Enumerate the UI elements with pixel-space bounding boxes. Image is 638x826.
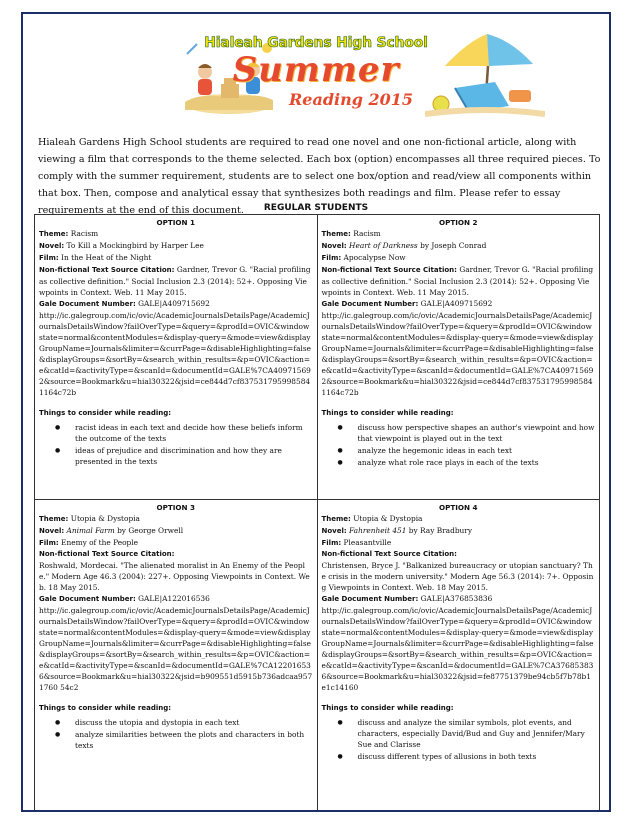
option-cell-3 [35, 500, 318, 811]
things-label: Things to consider while reading: [39, 704, 172, 712]
novel-author: by George Orwell [117, 526, 184, 535]
option-title: OPTION 3 [156, 503, 196, 512]
list-item: ● discuss different types of allusions in both texts [344, 751, 596, 762]
novel-label: Novel: [321, 527, 347, 535]
film-label: Film: [321, 539, 342, 547]
things-label: Things to consider while reading: [321, 409, 454, 417]
source-link[interactable]: http://ic.galegroup.com/ic/ovic/AcademicJournalsDetailsPage/AcademicJournalsDetailsWindow?failOverType=&query=&prodId=OVIC&windowstate=normal&contentModules=&display-query=&mode=view&displayGroupName=Journals&limiter=&currPage=&disableHighlighting=false&displayGroups=&sortBy=&search_within_results=&p=OVIC&action=e&catId=&activityType=&scanId=&documentId=GALE%7CA409715692&source=Bookmark&u=hial30322&jsid=ce844d7cf8375317959985841164c72b [321, 311, 594, 397]
novel-title: Heart of Darkness [349, 241, 418, 250]
gale-label: Gale Document Number: [39, 595, 136, 603]
gale-label: Gale Document Number: [39, 300, 136, 308]
things-list [322, 717, 596, 762]
gale-number: GALE|A409715692 [138, 299, 210, 308]
film-value: Enemy of the People [61, 538, 139, 547]
option-title: OPTION 1 [156, 218, 196, 227]
theme-value: Racism [70, 229, 99, 238]
gale-number: GALE|A376853836 [420, 594, 493, 603]
film-label: Film: [321, 254, 342, 262]
film-value: Apocalypse Now [343, 253, 406, 262]
film-value: In the Heat of the Night [61, 253, 152, 262]
option-cell-4 [317, 500, 600, 811]
page-frame [21, 12, 611, 812]
theme-value: Racism [353, 229, 381, 238]
novel-author: by Ray Bradbury [408, 526, 473, 535]
theme-value: Utopia & Dystopia [70, 514, 140, 523]
header-banner [23, 14, 609, 126]
source-label: Non-fictional Text Source Citation: [39, 266, 175, 274]
film-label: Film: [39, 539, 59, 547]
theme-label: Theme: [321, 230, 351, 238]
novel-label: Novel: [321, 242, 347, 250]
option-title: OPTION 2 [438, 218, 478, 227]
theme-value: Utopia & Dystopia [353, 514, 423, 523]
gale-label: Gale Document Number: [321, 595, 419, 603]
list-item: ● discuss how perspective shapes an author's viewpoint and how that viewpoint is played out in the text [344, 422, 596, 444]
citation-text: Gardner, Trevor G. "Racial profiling as collective definition." Social Inclusion 2.3 (2014): 52+. Opposing Viewpoints in Context. Web. 11 May 2015. [321, 265, 594, 297]
list-item: ● analyze similarities between the plots and characters in both texts [61, 729, 313, 751]
list-item: ● discuss and analyze the similar symbols, plot events, and characters, especially David/Bud and Guy and Jennifer/Mary Sue and Clarisse [344, 717, 596, 750]
list-item: ● analyze the hegemonic ideas in each text [344, 445, 596, 456]
film-label: Film: [39, 254, 59, 262]
list-item: ● ideas of prejudice and discrimination and how they are presented in the texts [61, 445, 313, 467]
list-item: ● analyze what role race plays in each of the texts [344, 457, 596, 468]
options-table [34, 214, 600, 811]
summer-title: Summer [232, 50, 400, 90]
things-list [322, 422, 596, 468]
citation-text: Gardner, Trevor G. "Racial profiling as collective definition." Social Inclusion 2.3 (2014): 52+. Opposing Viewpoints in Context. Web. 11 May 2015. [39, 265, 311, 297]
source-label: Non-fictional Text Source Citation: [321, 266, 457, 274]
option-cell-1 [35, 215, 318, 500]
novel-title: Fahrenheit 451 [349, 526, 407, 535]
list-item: ● racist ideas in each text and decide how these beliefs inform the outcome of the texts [61, 422, 313, 444]
novel-author: by Harper Lee [149, 241, 204, 250]
gale-number: GALE|A122016536 [138, 594, 210, 603]
gale-label: Gale Document Number: [321, 300, 419, 308]
citation-text: Roshwald, Mordecai. "The alienated moralist in An Enemy of the People." Modern Age 46.3 (2004): 227+. Opposing Viewpoints in Context. Web. 18 May 2015. [39, 561, 310, 592]
source-link[interactable]: http://ic.galegroup.com/ic/ovic/AcademicJournalsDetailsPage/AcademicJournalsDetailsWindow?failOverType=&query=&prodId=OVIC&windowstate=normal&contentModules=&display-query=&mode=view&displayGroupName=Journals&limiter=&currPage=&disableHighlighting=false&displayGroups=&sortBy=&search_within_results=&p=OVIC&action=e&catId=&activityType=&scanId=&documentId=GALE%7CA376853836&source=Bookmark&u=hial30322&jsid=fe87751379be94cb5f7b78b1e1c14160 [321, 606, 594, 692]
novel-label: Novel: [39, 242, 65, 250]
gale-number: GALE|A409715692 [420, 299, 493, 308]
intro-paragraph: Hialeah Gardens High School students are required to read one novel and one non-fictional article, along with viewing a film that corresponds to the theme selected. Each box (option) encompasses all three required pieces. To comply with the summer requirement, students are to select one box/option and read/view all components within that box. Then, compose and analytical essay that synthesizes both readings and film. Please refer to essay requirements at the end of this document. [38, 137, 601, 216]
source-link[interactable]: http://ic.galegroup.com/ic/ovic/AcademicJournalsDetailsPage/AcademicJournalsDetailsWindow?failOverType=&query=&prodId=OVIC&windowstate=normal&contentModules=&display-query=&mode=view&displayGroupName=Journals&limiter=&currPage=&disableHighlighting=false&displayGroups=&sortBy=&search_within_results=&p=OVIC&action=e&catId=&activityType=&scanId=&documentId=GALE%7CA122016536&source=Bookmark&u=hial30322&jsid=b909551d5915b736adcaa9571760 54c2 [39, 606, 313, 692]
source-link[interactable]: http://ic.galegroup.com/ic/ovic/AcademicJournalsDetailsPage/AcademicJournalsDetailsWindow?failOverType=&query=&prodId=OVIC&windowstate=normal&contentModules=&display-query=&mode=view&displayGroupName=Journals&limiter=&currPage=&disableHighlighting=false&displayGroups=&sortBy=&search_within_results=&p=OVIC&action=e&catId=&activityType=&scanId=&documentId=GALE%7CA409715692&source=Bookmark&u=hial30322&jsid=ce844d7cf8375317959985841164c72b [39, 311, 312, 397]
novel-author: by Joseph Conrad [420, 241, 487, 250]
source-label: Non-fictional Text Source Citation: [321, 550, 457, 558]
things-label: Things to consider while reading: [39, 409, 172, 417]
list-item: ● discuss the utopia and dystopia in each text [61, 717, 313, 728]
things-label: Things to consider while reading: [321, 704, 454, 712]
things-list [39, 422, 313, 467]
source-label: Non-fictional Text Source Citation: [39, 550, 175, 558]
things-list [39, 717, 313, 751]
school-name: Hialeah Gardens High School [204, 35, 428, 51]
novel-title: To Kill a Mockingbird [66, 241, 148, 250]
option-title: OPTION 4 [438, 503, 478, 512]
novel-title: Animal Farm [66, 526, 115, 535]
section-title: REGULAR STUDENTS [263, 203, 369, 213]
reading-year-title: Reading 2015 [288, 90, 414, 109]
film-value: Pleasantville [343, 538, 392, 547]
novel-label: Novel: [39, 527, 65, 535]
theme-label: Theme: [321, 515, 351, 523]
citation-text: Christensen, Bryce J. "Balkanized bureaucracy or utopian sanctuary? The crisis in the modern university." Modern Age 56.3 (2014): 7+. Opposing Viewpoints in Context. Web. 18 May 2015. [321, 561, 594, 592]
theme-label: Theme: [39, 230, 69, 238]
option-cell-2 [317, 215, 600, 500]
theme-label: Theme: [39, 515, 69, 523]
